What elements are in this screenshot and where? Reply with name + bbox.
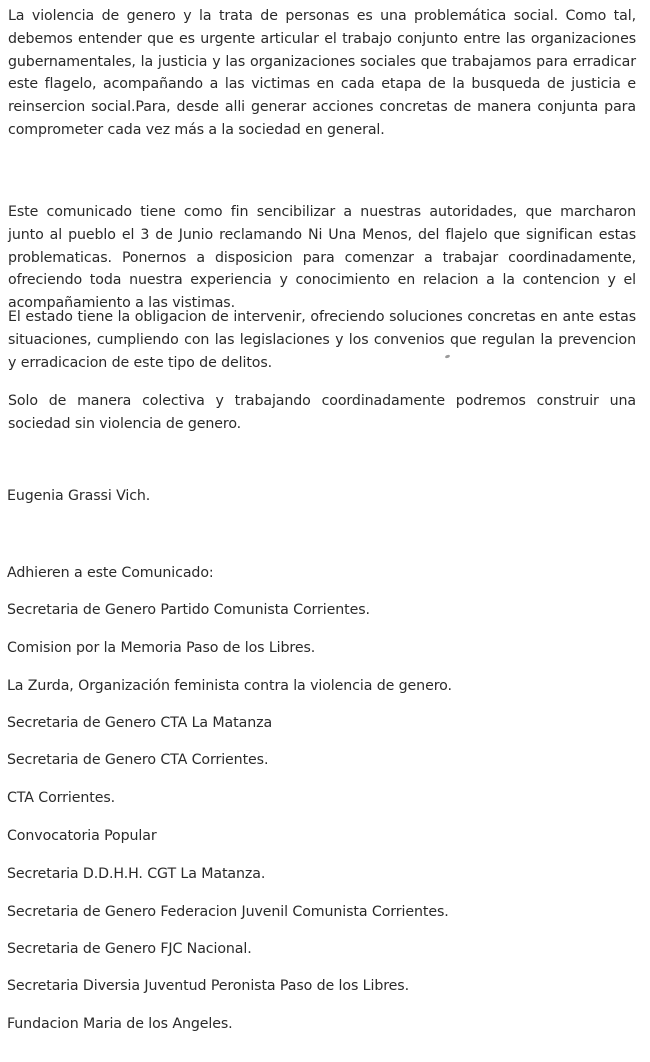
adherent-item: Fundacion Maria de los Angeles. <box>7 1016 233 1032</box>
adherent-item: Convocatoria Popular <box>7 828 157 844</box>
adherents-heading: Adhieren a este Comunicado: <box>7 565 214 581</box>
adherent-item: CTA Corrientes. <box>7 790 116 806</box>
adherent-item: Comision por la Memoria Paso de los Libres. <box>7 640 316 656</box>
adherent-item: Secretaria de Genero CTA Corrientes. <box>7 752 269 768</box>
adherent-item: Secretaria de Genero FJC Nacional. <box>7 941 252 957</box>
paragraph-state-obligation: El estado tiene la obligacion de intervenir, ofreciendo soluciones concretas en ante estas situaciones, cumpliendo con las legislaciones y los convenios que regulan la prevencion y erradicacion de este tipo de delitos. <box>8 309 636 371</box>
paragraph-collective: Solo de manera colectiva y trabajando coordinadamente podremos construir una sociedad sin violencia de genero. <box>8 393 636 432</box>
paragraph-purpose: Este comunicado tiene como fin sencibilizar a nuestras autoridades, que marcharon junto al pueblo el 3 de Junio reclamando Ni Una Menos, del flajelo que significan estas problematicas. Ponernos a disposicion para comenzar a trabajar coordinadamente, ofreciendo toda nuestra experiencia y conocimiento en relacion a la contencion y el acompañamiento a las vistimas. <box>8 204 636 312</box>
adherent-item: Secretaria Diversia Juventud Peronista Paso de los Libres. <box>7 978 409 994</box>
signature: Eugenia Grassi Vich. <box>7 488 151 504</box>
adherent-item: Secretaria de Genero Partido Comunista Corrientes. <box>7 602 370 618</box>
paragraph-intro: La violencia de genero y la trata de personas es una problemática social. Como tal, debemos entender que es urgente articular el trabajo conjunto entre las organizaciones gubernamentales, la justicia y las organizaciones sociales que trabajamos para erradicar este flagelo, acompañando a las victimas en cada etapa de la busqueda de justicia e reinsercion social.Para, desde alli generar acciones concretas de manera conjunta para comprometer cada vez más a la sociedad en general. <box>8 8 636 138</box>
adherent-item: Secretaria de Genero Federacion Juvenil Comunista Corrientes. <box>7 904 449 920</box>
adherent-item: Secretaria D.D.H.H. CGT La Matanza. <box>7 866 266 882</box>
adherent-item: Secretaria de Genero CTA La Matanza <box>7 715 273 731</box>
adherent-item: La Zurda, Organización feminista contra la violencia de genero. <box>7 678 452 694</box>
